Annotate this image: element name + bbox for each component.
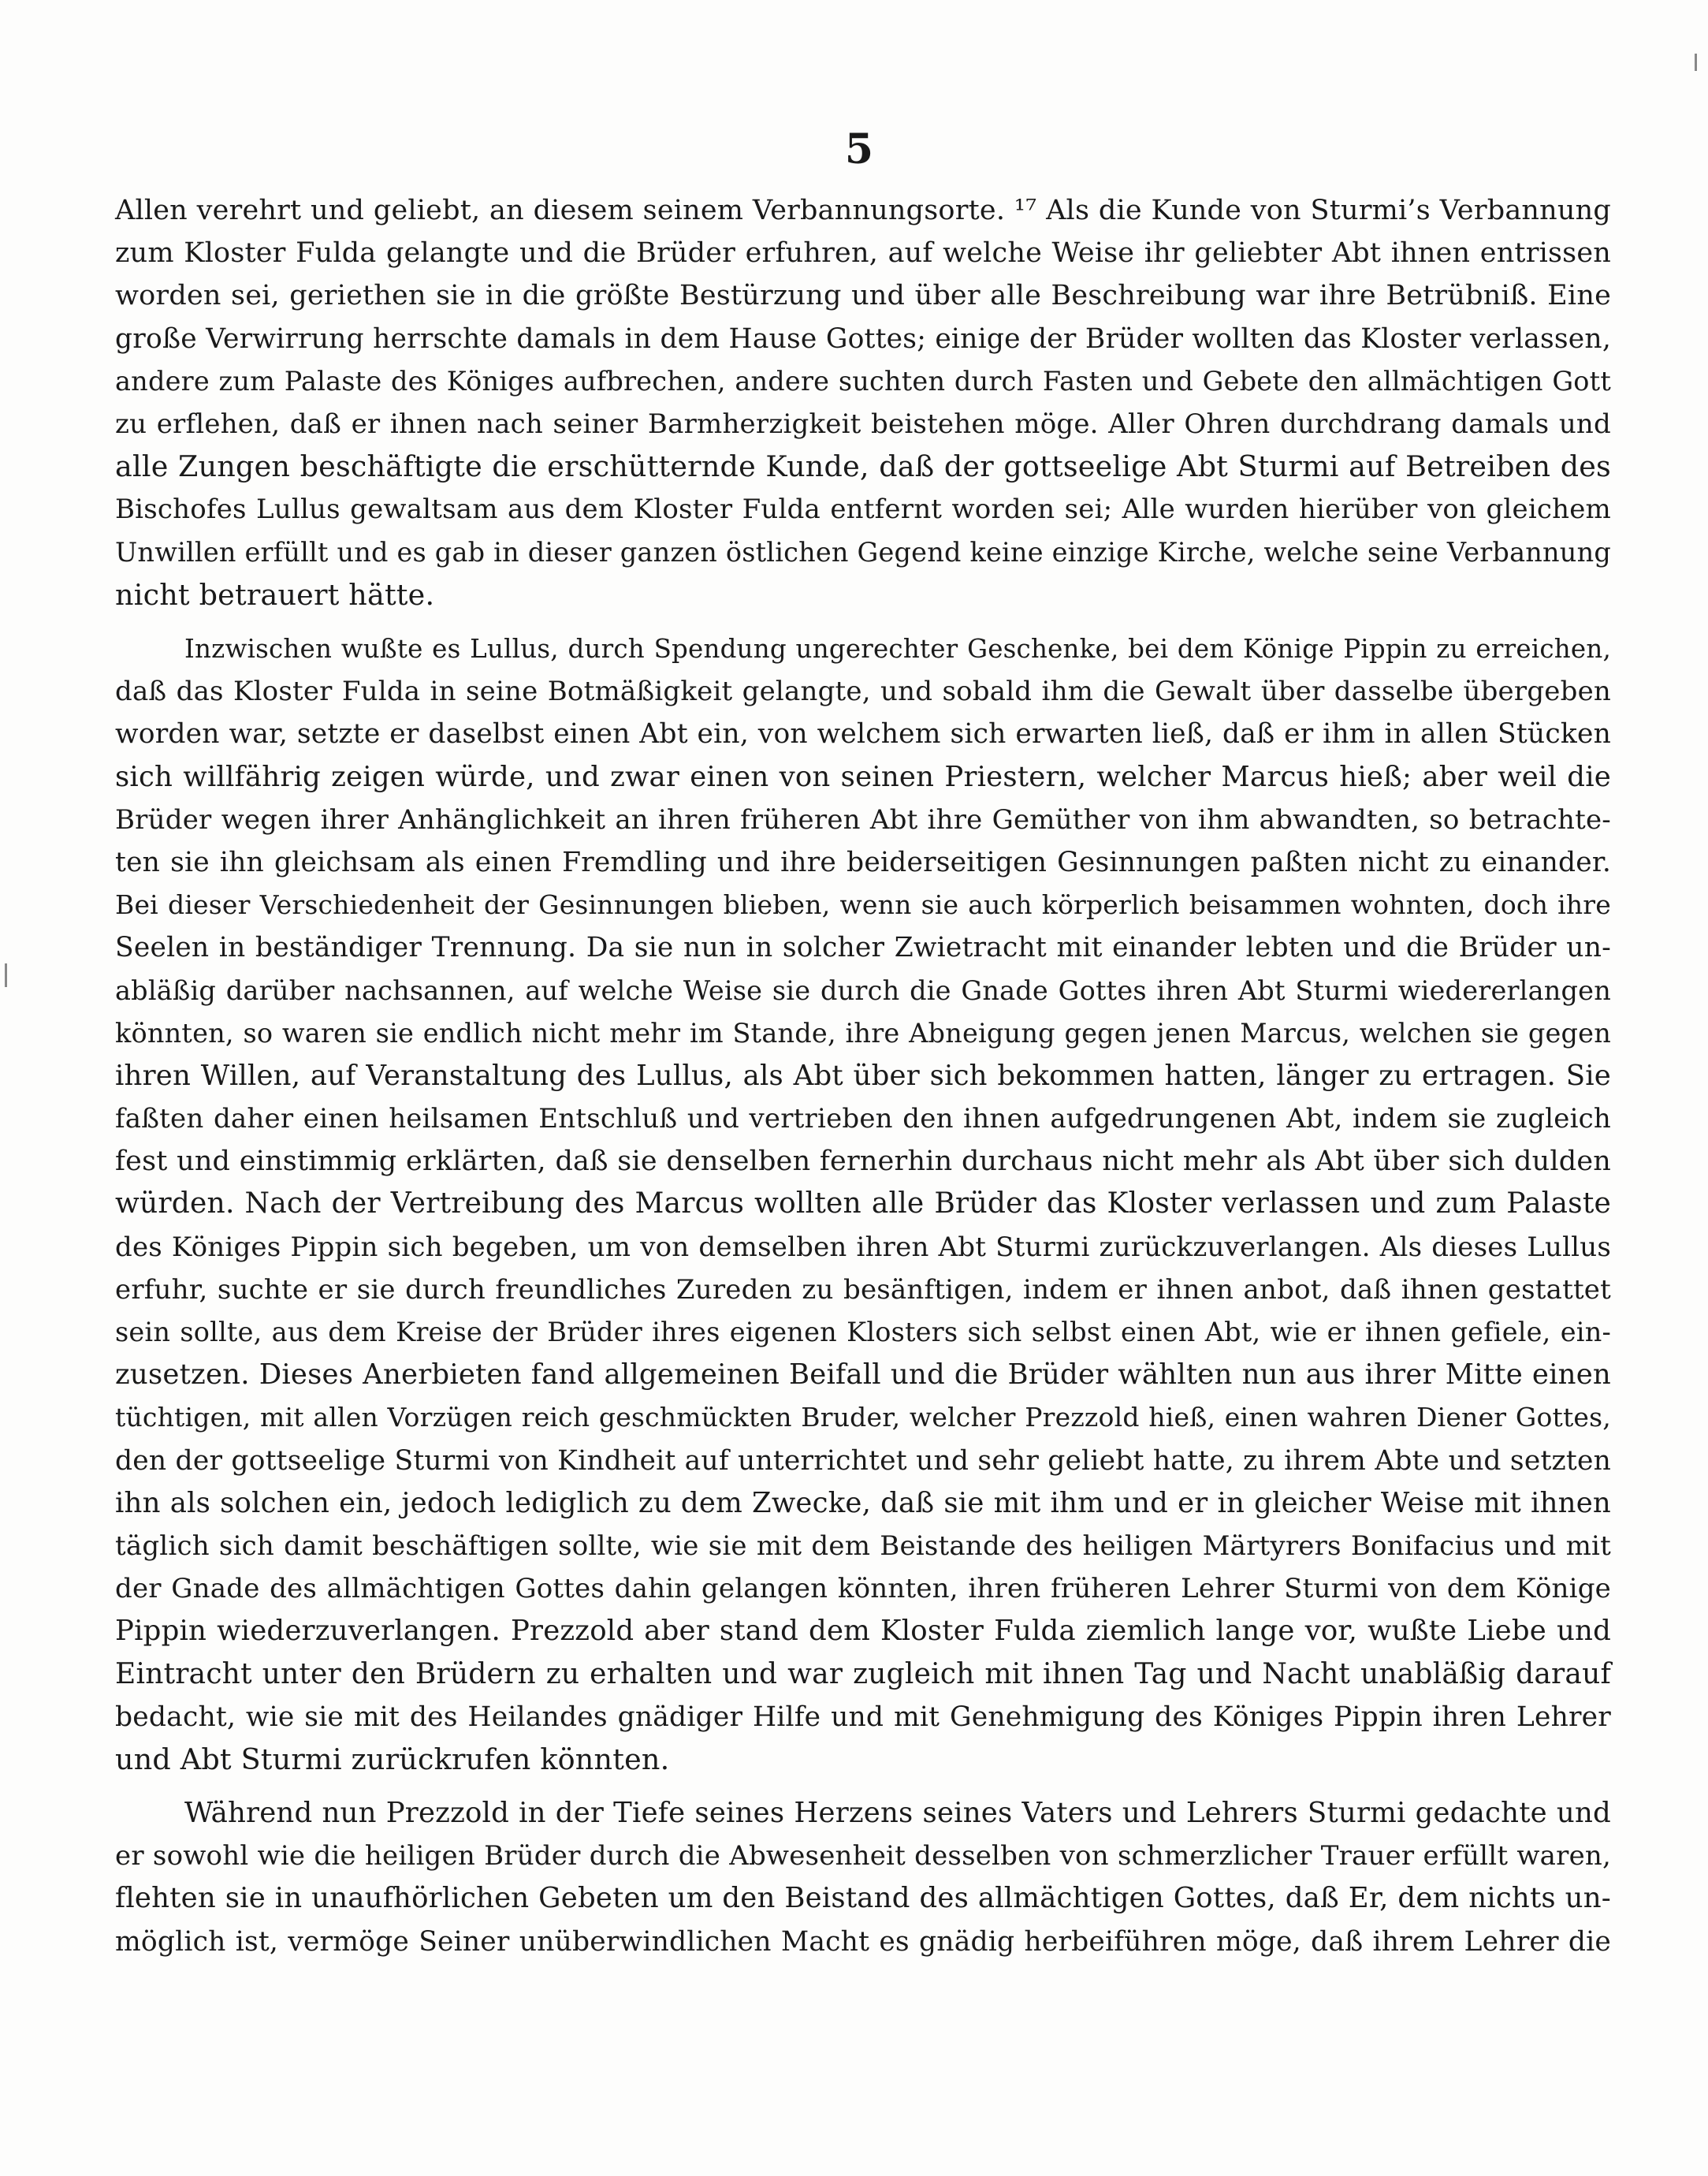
text-line: des Königes Pippin sich begeben, um von demselben ihren Abt Sturmi zurückzuverlangen. Als dieses Lullus	[115, 1231, 1611, 1263]
text-line: zusetzen. Dieses Anerbieten fand allgemeinen Beifall und die Brüder wählten nun aus ihrer Mitte einen	[115, 1358, 1611, 1392]
text-line: den der gottseelige Sturmi von Kindheit auf unterrichtet und sehr geliebt hatte, zu ihrem Abte und setzten	[115, 1444, 1611, 1477]
text-line: worden sei, geriethen sie in die größte Bestürzung und über alle Beschreibung war ihre Betrübniß. Eine	[115, 280, 1611, 312]
text-line: abläßig darüber nachsannen, auf welche Weise sie durch die Gnade Gottes ihren Abt Sturmi wiedererlangen	[115, 974, 1611, 1006]
text-line: alle Zungen beschäftigte die erschütternde Kunde, daß der gottseelige Abt Sturmi auf Betreiben des	[115, 449, 1611, 484]
text-line: Inzwischen wußte es Lullus, durch Spendung ungerechter Geschenke, bei dem Könige Pippin zu erreichen,	[184, 634, 1611, 664]
text-line: würden. Nach der Vertreibung des Marcus wollten alle Brüder das Kloster verlassen und zum Palaste	[115, 1187, 1611, 1220]
text-line: zum Kloster Fulda gelangte und die Brüder erfuhren, auf welche Weise ihr geliebter Abt ihnen entrissen	[115, 237, 1611, 270]
text-line: er sowohl wie die heiligen Brüder durch die Abwesenheit desselben von schmerzlicher Trauer erfüllt waren,	[115, 1840, 1611, 1872]
text-line: sein sollte, aus dem Kreise der Brüder ihres eigenen Klosters sich selbst einen Abt, wie er ihnen gefiele, ein-	[115, 1317, 1611, 1347]
text-line: Unwillen erfüllt und es gab in dieser ganzen östlichen Gegend keine einzige Kirche, welche seine Verbannung	[115, 536, 1611, 568]
text-line: nicht betrauert hätte.	[115, 577, 435, 612]
text-line: Bei dieser Verschiedenheit der Gesinnungen blieben, wenn sie auch körperlich beisammen wohnten, doch ihre	[115, 889, 1611, 921]
text-line: Brüder wegen ihrer Anhänglichkeit an ihren früheren Abt ihre Gemüther von ihm abwandten, so betrachte-	[115, 803, 1611, 836]
paragraph-3	[115, 1792, 1611, 1963]
text-line: Eintracht unter den Brüdern zu erhalten und war zugleich mit ihnen Tag und Nacht unabläßig darauf	[115, 1657, 1611, 1690]
text-line: Seelen in beständiger Trennung. Da sie nun in solcher Zwietracht mit einander lebten und die Brüder un-	[115, 932, 1611, 964]
paragraph-gap	[115, 1781, 1611, 1792]
text-line: Während nun Prezzold in der Tiefe seines Herzens seines Vaters und Lehrers Sturmi gedachte und	[184, 1797, 1611, 1830]
text-line: tüchtigen, mit allen Vorzügen reich geschmückten Bruder, welcher Prezzold hieß, einen wahren Diener Gottes,	[115, 1402, 1611, 1433]
text-line: worden war, setzte er daselbst einen Abt ein, von welchem sich erwarten ließ, daß er ihm in allen Stücken	[115, 718, 1611, 751]
text-line: ten sie ihn gleichsam als einen Fremdling und ihre beiderseitigen Gesinnungen paßten nicht zu einander.	[115, 846, 1611, 878]
text-line: ihren Willen, auf Veranstaltung des Lullus, als Abt über sich bekommen hatten, länger zu ertragen. Sie	[115, 1059, 1611, 1092]
paragraph-2	[115, 628, 1611, 1781]
text-line: andere zum Palaste des Königes aufbrechen, andere suchten durch Fasten und Gebete den allmächtigen Gott	[115, 365, 1611, 397]
text-line: könnten, so waren sie endlich nicht mehr im Stande, ihre Abneigung gegen jenen Marcus, welchen sie gegen	[115, 1017, 1611, 1049]
page-number: 5	[844, 125, 874, 173]
text-line: täglich sich damit beschäftigen sollte, wie sie mit dem Beistande des heiligen Märtyrers Bonifacius und mit	[115, 1530, 1611, 1562]
text-line: möglich ist, vermöge Seiner unüberwindlichen Macht es gnädig herbeiführen möge, daß ihrem Lehrer die	[115, 1925, 1611, 1958]
text-line: und Abt Sturmi zurückrufen könnten.	[115, 1742, 670, 1776]
text-line: der Gnade des allmächtigen Gottes dahin gelangen könnten, ihren früheren Lehrer Sturmi von dem Könige	[115, 1573, 1611, 1605]
text-line: sich willfährig zeigen würde, und zwar einen von seinen Priestern, welcher Marcus hieß; aber weil die	[115, 760, 1611, 793]
margin-mark-right	[1695, 54, 1697, 71]
paragraph-gap	[115, 617, 1611, 628]
text-line: zu erflehen, daß er ihnen nach seiner Barmherzigkeit beistehen möge. Aller Ohren durchdrang damals und	[115, 408, 1611, 440]
margin-mark-left	[5, 963, 7, 987]
paragraph-1	[115, 189, 1611, 617]
text-line: erfuhr, suchte er sie durch freundliches Zureden zu besänftigen, indem er ihnen anbot, daß ihnen gestattet	[115, 1273, 1611, 1306]
text-line: große Verwirrung herrschte damals in dem Hause Gottes; einige der Brüder wollten das Kloster verlassen,	[115, 322, 1611, 355]
text-line: daß das Kloster Fulda in seine Botmäßigkeit gelangte, und sobald ihm die Gewalt über dasselbe übergeben	[115, 676, 1611, 708]
body-text	[115, 189, 1611, 1963]
text-line: Bischofes Lullus gewaltsam aus dem Kloster Fulda entfernt worden sei; Alle wurden hierüber von gleichem	[115, 494, 1611, 526]
text-line: flehten sie in unaufhörlichen Gebeten um den Beistand des allmächtigen Gottes, daß Er, dem nichts un-	[115, 1882, 1611, 1915]
text-line: Pippin wiederzuverlangen. Prezzold aber stand dem Kloster Fulda ziemlich lange vor, wußte Liebe und	[115, 1615, 1611, 1648]
text-line: bedacht, wie sie mit des Heilandes gnädiger Hilfe und mit Genehmigung des Königes Pippin ihren Lehrer	[115, 1701, 1611, 1733]
text-line: Allen verehrt und geliebt, an diesem seinem Verbannungsorte. ¹⁷ Als die Kunde von Sturmi’s Verbannung	[115, 195, 1611, 226]
text-line: ihn als solchen ein, jedoch lediglich zu dem Zwecke, daß sie mit ihm und er in gleicher Weise mit ihnen	[115, 1486, 1611, 1519]
text-line: faßten daher einen heilsamen Entschluß und vertrieben den ihnen aufgedrungenen Abt, indem sie zugleich	[115, 1103, 1611, 1135]
text-line: fest und einstimmig erklärten, daß sie denselben fernerhin durchaus nicht mehr als Abt über sich dulden	[115, 1146, 1611, 1178]
